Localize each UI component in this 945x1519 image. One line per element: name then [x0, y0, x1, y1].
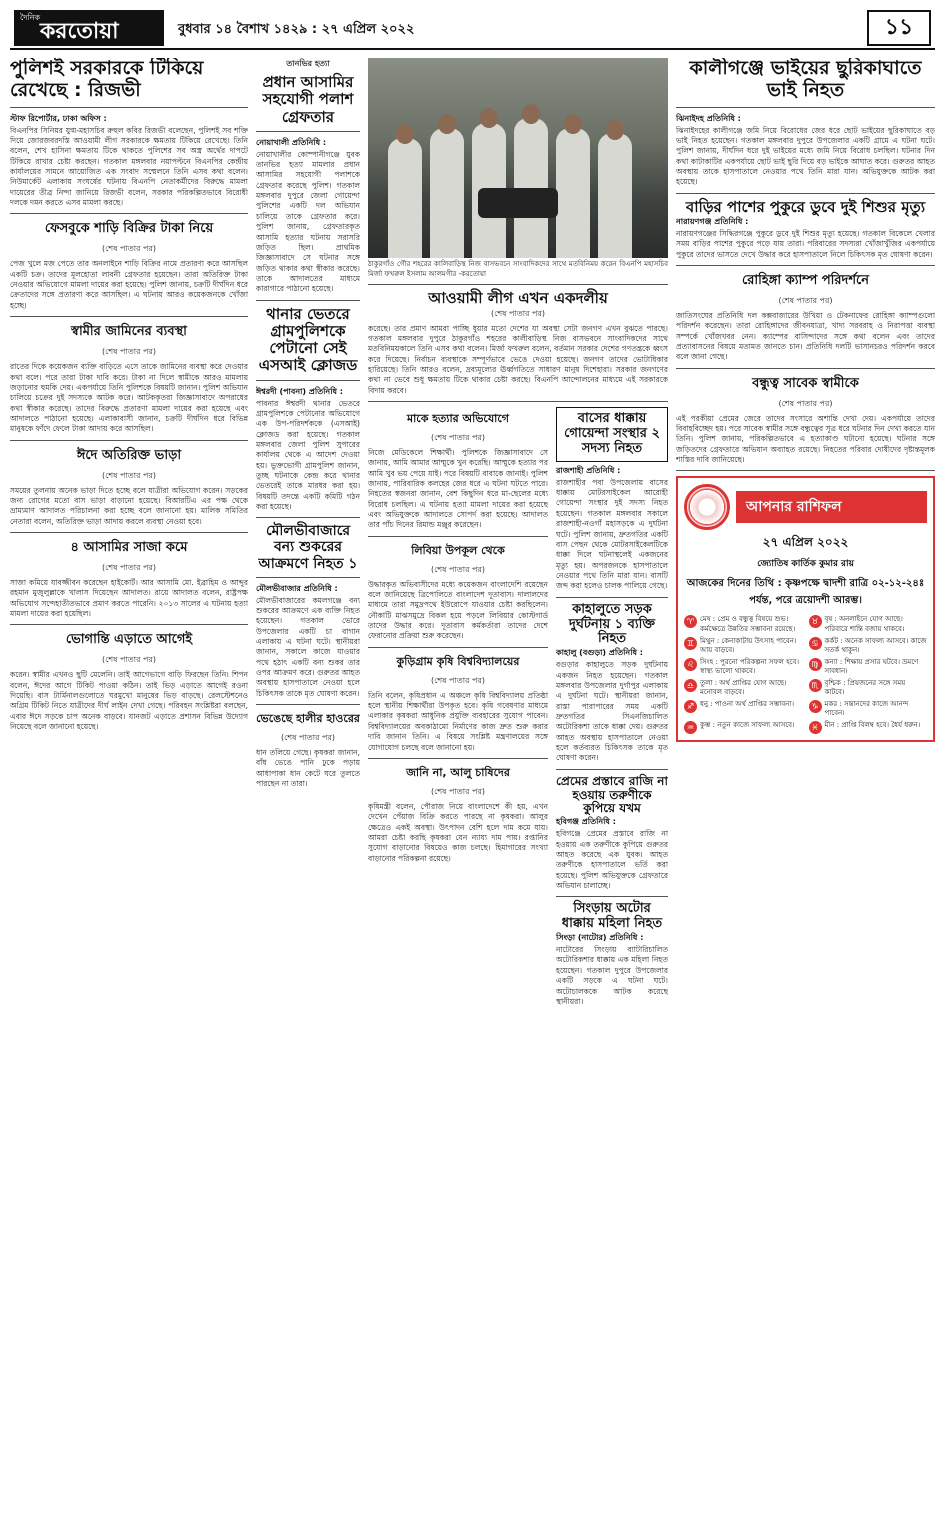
zodiac-symbol-icon: ♉ [809, 615, 822, 628]
zodiac-sign-list [684, 615, 927, 734]
story-body: নারায়ণগঞ্জের সিদ্ধিরগঞ্জে পুকুরে ডুবে দুই শিশুর মৃত্যু হয়েছে। গতকাল বিকেলে খেলার সময় বাড়ির পাশের পুকুরে পড়ে যায় তারা। পরিবারের সদস্যরা খোঁজাখুঁজির একপর্যায়ে পুকুরে তাদের ভাসতে দেখে উদ্ধার করে হাসপাতালে নিলে চিকিৎসক মৃত ঘোষণা করেন। [676, 229, 935, 259]
lead-body: বিএনপির সিনিয়র যুগ্ম-মহাসচিব রুহুল কবির রিজভী বলেছেন, পুলিশই সব শক্তি দিয়ে জোরজবরদস্তি আওয়ামী লীগ সরকারকে ক্ষমতায় টিকিয়ে রেখেছে। তিনি বলেন, শেখ হাসিনা ক্ষমতায় টিকে থাকতে পুলিশের সব অস্ত্র অর্থের দাপটে টিকিয়ে রাখার চেষ্টা করছেন। গতকাল মঙ্গলবার নয়াপল্টনে বিএনপির কেন্দ্রীয় কার্যালয়ের সামনে আয়োজিত এক সংবাদ সম্মেলনে তিনি এসব কথা বলেন। নিউমার্কেট এলাকায় সংঘর্ষের ঘটনায় বিএনপি নেতাকর্মীদের বিরুদ্ধে মামলা দায়েরের তীব্র নিন্দা জানিয়ে রিজভী বলেন, সরকার পরিকল্পিতভাবে বিরোধী দলকে দমন করতে এসব মামলা করছে। [10, 125, 248, 208]
zodiac-sign-text: মীন : প্রাপ্তি বিলম্ব হবে। ধৈর্য ধরুন। [824, 721, 921, 730]
zodiac-symbol-icon: ♈ [684, 615, 697, 628]
zodiac-symbol-icon: ♑ [809, 700, 822, 713]
story-byline: কাহালু (বগুড়া) প্রতিনিধি : [556, 648, 643, 658]
date-line: বুধবার ১৪ বৈশাখ ১৪২৯ : ২৭ এপ্রিল ২০২২ [178, 22, 415, 37]
continued-label: (শেষ পাতার পর) [430, 786, 486, 796]
story-body: সময়ের তুলনায় অনেক ভাড়া দিতে হচ্ছে বলে যাত্রীরা অভিযোগ করেন। সড়কের জন্য রোগের মতো বাস ভাড়া বাড়ানো হয়েছে। বিআরটিএ এর পক্ষ থেকে ভ্রাম্যমাণ আদালত পরিচালনা করা হচ্ছে বলে জানানো হয়। মালিক সমিতির নেতারা বলেন, অতিরিক্ত ভাড়া আদায় করলে ব্যবস্থা নেওয়া হবে। [10, 485, 248, 526]
news-photo [368, 58, 668, 258]
story-body: জাতিসংঘের প্রতিনিধি দল কক্সবাজারের উখিয়া ও টেকনাফের রোহিঙ্গা ক্যাম্পগুলো পরিদর্শন করেছেন। তারা রোহিঙ্গাদের জীবনযাত্রা, খাদ্য সরবরাহ ও নিরাপত্তা ব্যবস্থা সম্পর্কে খোঁজখবর নেন। ক্যাম্পের বাসিন্দাদের সঙ্গে কথা বলেন এবং তাদের প্রত্যাবাসনের বিষয়ে মতামত জানতে চান। প্রতিনিধি দলটি ভাসানচরও পরিদর্শন করবে বলে জানা গেছে। [676, 311, 935, 362]
continued-label: (শেষ পাতার পর) [101, 244, 157, 254]
story-headline: আওয়ামী লীগ এখন একদলীয় [428, 289, 608, 308]
zodiac-sign-text: কন্যা : শিক্ষায় প্রসার ঘটবে। ভ্রমণে সাবধান। [824, 657, 919, 675]
continued-label: (শেষ পাতার পর) [101, 470, 157, 480]
continued-label: (শেষ পাতার পর) [101, 562, 157, 572]
zodiac-sign-entry [809, 679, 928, 697]
story-kicker: তানভির হত্যা [286, 59, 330, 68]
lead-headline: কালীগঞ্জে ভাইয়ের ছুরিকাঘাতে ভাই নিহত [689, 58, 922, 101]
story-headline: ফেসবুকে শাড়ি বিক্রির টাকা নিয়ে [44, 221, 214, 237]
zodiac-sign-text: মেষ : প্রেম ও বন্ধুত্ব বিষয়ে শুভ। কর্মক্ষেত্রে উন্নতির সম্ভাবনা রয়েছে। [700, 615, 796, 633]
story-byline: নোয়াখালী প্রতিনিধি : [256, 137, 327, 147]
zodiac-sign-text: ধনু : পাওনা অর্থ প্রাপ্তির সম্ভাবনা। [700, 700, 794, 709]
continued-label: (শেষ পাতার পর) [778, 398, 833, 408]
zodiac-symbol-icon: ♐ [684, 700, 697, 713]
story-headline: স্বামীর জামিনের ব্যবস্থা [71, 324, 187, 340]
zodiac-sign-entry [684, 637, 803, 655]
zodiac-sign-text: মকর : সন্তানদের কাজে আনন্দ পাবেন। [824, 700, 909, 718]
story-body: মৌলভীবাজারের কমলগঞ্জে বন্য শুকরের আক্রমণে এক ব্যক্তি নিহত হয়েছেন। গতকাল ভোরে উপজেলার একটি চা বাগান এলাকায় এ ঘটনা ঘটে। স্থানীয়রা জানান, সকালে কাজে যাওয়ার পথে হঠাৎ একটি বন্য শুকর তার ওপর আক্রমণ করে। গুরুতর আহত অবস্থায় হাসপাতালে নেওয়া হলে চিকিৎসক তাকে মৃত ঘোষণা করেন। [256, 595, 360, 698]
zodiac-symbol-icon: ♋ [809, 637, 822, 650]
masthead [10, 8, 935, 50]
story-headline: বাড়ির পাশের পুকুরে ডুবে দুই শিশুর মৃত্যু [685, 197, 926, 216]
horoscope-date: ২৭ এপ্রিল ২০২২ [762, 535, 849, 550]
zodiac-sign-text: তুলা : অর্থ প্রাপ্তির যোগ আছে। মনোবল বাড়বে। [700, 679, 787, 697]
zodiac-sign-text: মিথুন : কেনাকাটায় উৎসাহ পাবেন। আয় বাড়বে। [700, 636, 797, 654]
story-body: কৃষিমন্ত্রী বলেন, পৌরাজ নিয়ে বাংলাদেশে কী হয়, এখন দেখেন পেঁয়াজ বিক্রি করতে পারছে না কৃষকরা। আলুর ক্ষেত্রেও একই অবস্থা। উৎপাদন বেশি হলে দাম কমে যায়। আমরা চেষ্টা করছি কৃষকরা যেন ন্যায্য দাম পায়। রপ্তানির সুযোগ বাড়ানোর বিষয়েও কাজ চলছে। হিমাগারের সংখ্যা বাড়ানোর পরিকল্পনা রয়েছে। [368, 801, 548, 863]
continued-label: (শেষ পাতার পর) [490, 308, 546, 318]
story-body: পাবনার ঈশ্বরদী থানার ভেতরে গ্রামপুলিশকে পেটানোর অভিযোগে এক উপ-পরিদর্শককে (এসআই) ক্লোজড করা হয়েছে। গতকাল মঙ্গলবার জেলা পুলিশ সুপারের কার্যালয় থেকে এ আদেশ দেওয়া হয়। ভুক্তভোগী গ্রামপুলিশ জানান, তুচ্ছ ঘটনাকে কেন্দ্র করে থানার ভেতরেই তাকে মারধর করা হয়। বিষয়টি তদন্তে একটি কমিটি গঠন করা হয়েছে। [256, 398, 360, 511]
logo-small-text: দৈনিক [20, 13, 41, 22]
continued-label: (শেষ পাতার পর) [430, 432, 486, 442]
story-headline: বন্ধুত্ব সাবেক স্বামীকে [752, 375, 859, 391]
zodiac-sign-entry [684, 658, 803, 676]
lead-byline: ঝিনাইদহ প্রতিনিধি : [676, 113, 741, 123]
story-byline: সিংড়া (নাটোর) প্রতিনিধি : [556, 933, 644, 943]
horoscope-title: আপনার রাশিফল [736, 491, 927, 523]
story-headline: বাসের ধাক্কায় গোয়েন্দা সংস্থার ২ সদস্য নিহত [556, 407, 668, 462]
story-byline: ঈশ্বরদী (পাবনা) প্রতিনিধি : [256, 386, 343, 396]
continued-label: (শেষ পাতার পর) [430, 564, 486, 574]
story-body: ধান তলিয়ে গেছে। কৃষকরা জানান, বাঁধ ভেঙে পানি ঢুকে পড়ায় আধাপাকা ধান কেটে ঘরে তুলতে পারছেন না তারা। [256, 748, 360, 789]
continued-label: (শেষ পাতার পর) [280, 733, 336, 743]
zodiac-symbol-icon: ♎ [684, 679, 697, 692]
story-body: করেন। স্বামীর এখনও ছুটি মেলেনি। তাই আগেভাগে বাড়ি ফিরছেন তিনি। শিপন বলেন, ঈদের আগে টিকিট পাওয়া কঠিন। তাই ভিড় এড়াতে আগেই রওনা দিয়েছি। বাস টার্মিনালগুলোতে ঘরমুখো মানুষের ভিড় বাড়ছে। রেলস্টেশনেও অগ্রিম টিকিট নিতে যাত্রীদের দীর্ঘ লাইন দেখা গেছে। পরিবহন সংশ্লিষ্টরা বলছেন, এবার ঈদে সড়কে চাপ অনেক বাড়বে। যানজট এড়াতে প্রশাসন বিভিন্ন উদ্যোগ নিয়েছে বলে জানানো হয়েছে। [10, 670, 248, 732]
story-headline: রোহিঙ্গা ক্যাম্প পরিদর্শনে [741, 273, 870, 289]
column-1 [10, 58, 248, 1508]
lead-body: ঝিনাইদহের কালীগঞ্জে জমি নিয়ে বিরোধের জের ধরে ছোট ভাইয়ের ছুরিকাঘাতে বড় ভাই নিহত হয়েছেন। গতকাল মঙ্গলবার দুপুরে উপজেলার একটি গ্রামে এ ঘটনা ঘটে। পুলিশ জানায়, দীর্ঘদিন ধরে দুই ভাইয়ের মধ্যে জমি নিয়ে বিরোধ চলছিল। ঘটনার দিন কথা কাটাকাটির একপর্যায়ে ছোট ভাই ছুরি দিয়ে বড় ভাইকে আঘাত করে। গুরুতর আহত অবস্থায় তাকে হাসপাতালে নেওয়ার পথে তিনি মারা যান। অভিযুক্তকে আটক করা হয়েছে। [676, 125, 935, 187]
zodiac-sign-entry [809, 721, 928, 734]
story-body: নিজে মেডিকেলে শিক্ষার্থী। পুলিশকে জিজ্ঞাসাবাদে সে জানায়, আমি আমার আম্মুকে খুন করেছি। আম্মুকে হত্যার পর আমি খুব ভয় পেয়ে যাই। পরে বিষয়টি বাবাকে জানাই। পুলিশ জানায়, পারিবারিক কলহের জের ধরে এ ঘটনা ঘটতে পারে। নিহতের স্বজনরা জানান, বেশ কিছুদিন ধরে মা-ছেলের মধ্যে বিরোধ চলছিল। এ ঘটনায় হত্যা মামলা দায়ের করা হয়েছে এবং অভিযুক্তকে আদালতে সোপর্দ করা হয়েছে। আদালত তার পাঁচ দিনের রিমান্ড মঞ্জুর করেছেন। [368, 447, 548, 530]
lead-headline: পুলিশই সরকারকে টিকিয়ে রেখেছে : রিজভী [10, 58, 204, 101]
tithi-line: আজকের দিনের তিথি : কৃষ্ণপক্ষে দ্বাদশী রাত্রি ০২-১২-২৪ঃ পর্যন্ত, পরে ত্রয়োদশী আরম্ভ। [686, 578, 925, 607]
continued-label: (শেষ পাতার পর) [101, 347, 157, 357]
story-headline: ঈদে অতিরিক্ত ভাড়া [76, 447, 182, 463]
zodiac-wheel-icon [684, 484, 730, 530]
story-headline: সিংড়ায় অটোর ধাক্কায় মহিলা নিহত [561, 901, 663, 932]
zodiac-sign-entry [684, 615, 803, 633]
story-body: রাতের দিকে কয়েকজন ব্যক্তি বাড়িতে এসে তাকে জামিনের ব্যবস্থা করে দেওয়ার কথা বলে। পরে তারা টাকা দাবি করে। টাকা না দিলে স্বামীকে আরও মামলায় জড়ানোর হুমকি দেয়। একপর্যায়ে তিনি পুলিশকে বিষয়টি জানান। পুলিশ অভিযান চালিয়ে চক্রের দুই সদস্যকে আটক করে। আটককৃতরা জিজ্ঞাসাবাদে অপরাধের কথা স্বীকার করেছে। তাদের বিরুদ্ধে প্রতারণা মামলা দায়ের করা হয়েছে এবং আদালতে পাঠানো হয়েছে। এলাকাবাসী জানান, চক্রটি দীর্ঘদিন ধরে বিভিন্ন মানুষকে ফাঁদে ফেলে টাকা আদায় করে আসছিল। [10, 362, 248, 434]
story-byline: রাজশাহী প্রতিনিধি : [556, 465, 621, 475]
continued-label: (শেষ পাতার পর) [101, 655, 157, 665]
zodiac-sign-entry [684, 679, 803, 697]
story-body: নোয়াখালীর কোম্পানীগঞ্জে যুবক তানভির হত্যা মামলার প্রধান আসামির সহযোগী পলাশকে গ্রেফতার করেছে পুলিশ। গতকাল মঙ্গলবার দুপুরে জেলা গোয়েন্দা পুলিশের একটি দল অভিযান চালিয়ে তাকে গ্রেফতার করে। পুলিশ জানায়, গ্রেফতারকৃত আসামি হত্যার ঘটনায় সরাসরি জড়িত ছিল। প্রাথমিক জিজ্ঞাসাবাদে সে ঘটনার সঙ্গে জড়িত থাকার কথা স্বীকার করেছে। তাকে আদালতের মাধ্যমে কারাগারে পাঠানো হয়েছে। [256, 149, 360, 294]
story-headline: মৌলভীবাজারে বন্য শুকরের আক্রমণে নিহত ১ [258, 523, 358, 572]
zodiac-symbol-icon: ♏ [809, 679, 822, 692]
horoscope-box [676, 476, 935, 742]
story-body: হবিগঞ্জে প্রেমের প্রস্তাবে রাজি না হওয়ায় এক তরুণীকে কুপিয়ে গুরুতর আহত করেছে এক যুবক। আহত তরুণীকে হাসপাতালে ভর্তি করা হয়েছে। পুলিশ অভিযুক্তকে গ্রেফতারে অভিযান চালাচ্ছে। [556, 829, 668, 890]
zodiac-sign-entry [809, 658, 928, 676]
story-headline: ভোগান্তি এড়াতে আগেই [65, 632, 193, 648]
story-headline: ভেঙেছে হালীর হাওরের [256, 712, 360, 726]
story-body: তিনি বলেন, কৃষিপ্রধান এ অঞ্চলে কৃষি বিশ্ববিদ্যালয় প্রতিষ্ঠা হলে স্থানীয় শিক্ষার্থীরা উপকৃত হবে। কৃষি গবেষণার মাধ্যমে এলাকার কৃষকরা আধুনিক প্রযুক্তি ব্যবহারের সুযোগ পাবেন। বিশ্ববিদ্যালয়ের অবকাঠামো নির্মাণের কাজ দ্রুত শুরু করার দাবি জানান তিনি। এ বিষয়ে সংশ্লিষ্ট মন্ত্রণালয়ের সঙ্গে যোগাযোগ চলছে বলে জানানো হয়। [368, 690, 548, 752]
astrologer-name: জ্যোতিষ কার্তিক কুমার রায় [757, 559, 854, 570]
story-headline: কুড়িগ্রাম কৃষি বিশ্ববিদ্যালয়ের [396, 654, 520, 668]
zodiac-symbol-icon: ♒ [684, 721, 697, 734]
story-headline: ৪ আসামির সাজা কমে [70, 539, 188, 555]
story-body: বগুড়ার কাহালুতে সড়ক দুর্ঘটনায় একজন নিহত হয়েছেন। গতকাল মঙ্গলবার উপজেলার দুর্গাপুর এলাকায় এ দুর্ঘটনা ঘটে। স্থানীয়রা জানান, রাস্তা পারাপারের সময় একটি দ্রুতগতির সিএনজিচালিত অটোরিকশা তাকে ধাক্কা দেয়। গুরুতর আহত অবস্থায় হাসপাতালে নেওয়া হলে কর্তব্যরত চিকিৎসক তাকে মৃত ঘোষণা করেন। [556, 660, 668, 763]
page-number: ১১ [867, 10, 931, 46]
zodiac-sign-entry [809, 615, 928, 633]
story-body: এই পরকীয়া প্রেমের জেরে তাদের সংসারে অশান্তি দেখা দেয়। একপর্যায়ে তাদের বিবাহবিচ্ছেদ হয়। পরে সাবেক স্বামীর সঙ্গে বন্ধুত্বের সূত্র ধরে ঘটনার দিন দেখা করতে যান তিনি। পুলিশ জানায়, পরিকল্পিতভাবে এ হত্যাকাণ্ড ঘটানো হয়েছে। ঘটনার সঙ্গে জড়িতদের গ্রেফতারে অভিযান অব্যাহত রয়েছে। নিহতের পরিবার দোষীদের দৃষ্টান্তমূলক শাস্তির দাবি জানিয়েছে। [676, 413, 935, 465]
newspaper-logo [14, 10, 164, 46]
story-headline: জানি না, আলু চাষিদের [406, 765, 510, 779]
story-byline: মৌলভীবাজার প্রতিনিধি : [256, 583, 338, 593]
zodiac-sign-text: কর্কট : অনেক সাফল্য আসবে। কাজে সতর্ক থাকুন। [824, 636, 927, 654]
story-headline: প্রেমের প্রস্তাবে রাজি না হওয়ায় তরুণীকে কুপিয়ে যখম [556, 773, 668, 816]
story-body: করেছে। তার প্রমাণ আমরা পাচ্ছি ধুয়ার মতো দেশের যা অবস্থা সেটা জনগণ এখন বুঝতে পারছে। গতকাল মঙ্গলবার দুপুরে ঠাকুরগাঁও শহরের কালীবাড়িস্থ নিজ বাসভবনে সাংবাদিকদের সাথে মতবিনিময়কালে তিনি এসব কথা বলেন। মির্জা ফখরুল বলেন, বর্তমান সরকার দেশের গণতন্ত্রকে ধ্বংস করে দিয়েছে। নির্বাচন ব্যবস্থাকে সম্পূর্ণভাবে ভেঙে দেওয়া হয়েছে। জনগণ তাদের ভোটাধিকার হারিয়েছে। তিনি আরও বলেন, দ্রব্যমূল্যের ঊর্ধ্বগতিতে সাধারণ মানুষ দিশেহারা। সরকার জনগণের কথা না ভেবে শুধু ক্ষমতায় টিকে থাকার চেষ্টা করছে। বিএনপি আন্দোলনের মাধ্যমে এই সরকারকে বিদায় করবে। [368, 323, 668, 395]
zodiac-sign-entry [809, 637, 928, 655]
logo-name: করতোয়া [40, 19, 119, 44]
zodiac-sign-text: সিংহ : পুরনো পরিকল্পনা সফল হবে। স্বাস্থ্য ভালো থাকবে। [700, 657, 799, 675]
zodiac-sign-text: কুম্ভ : নতুন কাজে সাফল্য আসবে। [700, 721, 795, 730]
column-3 [368, 58, 668, 1508]
column-2 [256, 58, 360, 1508]
story-headline: মাকে হত্যার অভিযোগে [407, 411, 509, 425]
story-headline: প্রধান আসামির সহযোগী পলাশ গ্রেফতার [262, 73, 354, 126]
photo-caption: ঠাকুরগাঁও গৌর শহরের কালিবাড়িস্থ নিজ বাসভবনে সাংবাদিকদের সাথে মতবিনিময় করেন বিএনপি মহাসচিব মির্জা ফখরুল ইসলাম আলমগীর -করতোয়া [368, 260, 668, 278]
story-body: সাজা কমিয়ে যাবজ্জীবন করেছেন হাইকোর্ট। আর আসামি মো. ইব্রাহিম ও আব্দুর রহমান মুজুলুল্লাকে খালাস দিয়েছেন আদালত। রায়ে আদালত বলেন, রাষ্ট্রপক্ষ অভিযোগ সন্দেহাতীতভাবে প্রমাণ করতে পারেনি। ২০১৩ সালের এ ঘটনায় হত্যা মামলা দায়ের করা হয়েছিল। [10, 577, 248, 618]
lead-byline: স্টাফ রিপোর্টার, ঢাকা অফিস : [10, 113, 107, 123]
zodiac-symbol-icon: ♌ [684, 658, 697, 671]
story-byline: হবিগঞ্জ প্রতিনিধি : [556, 817, 616, 827]
zodiac-sign-entry [684, 721, 803, 734]
story-body: পেজ খুলে মজ পেতে তার অনলাইনে শাড়ি বিক্রির নামে প্রতারণা করে আসছিল একটি চক্র। তাদের মূলহোতা লাবনী গ্রেফতার হয়েছেন। তারা অতিরিক্ত টাকা নেওয়ার অভিযোগে মামলা দায়ের করা হয়েছে। পুলিশ জানায়, চক্রটি দীর্ঘদিন ধরে ক্রেতাদের সঙ্গে প্রতারণা করে আসছিল। এ ঘটনায় আরও কয়েকজনকে খোঁজা হচ্ছে। [10, 259, 248, 310]
zodiac-sign-entry [809, 700, 928, 718]
story-headline: থানার ভেতরে গ্রামপুলিশকে পেটানো সেই এসআই ক্লোজড [258, 304, 358, 375]
column-4 [676, 58, 935, 1508]
continued-label: (শেষ পাতার পর) [778, 296, 833, 306]
story-body: উদ্ধারকৃত অভিবাসীদের মধ্যে কয়েকজন বাংলাদেশি রয়েছেন বলে জানিয়েছে ত্রিপোলিতে বাংলাদেশ দূতাবাস। দালালদের মাধ্যমে তারা সমুদ্রপথে ইউরোপে যাওয়ার চেষ্টা করছিলেন। নৌকাটি মাঝসমুদ্রে বিকল হয়ে পড়লে লিবিয়ার কোস্টগার্ড তাদের উদ্ধার করে। দূতাবাস কর্মকর্তারা তাদের দেশে ফেরানোর প্রক্রিয়া শুরু করেছেন। [368, 579, 548, 641]
story-headline: লিবিয়া উপকূল থেকে [411, 543, 505, 557]
story-byline: নারায়ণগঞ্জ প্রতিনিধি : [676, 217, 749, 226]
story-headline: কাহালুতে সড়ক দুর্ঘটনায় ১ ব্যক্তি নিহত [569, 601, 655, 647]
zodiac-sign-text: বৃশ্চিক : প্রিয়জনের সঙ্গে সময় কাটবে। [824, 679, 906, 697]
zodiac-sign-entry [684, 700, 803, 718]
zodiac-symbol-icon: ♍ [809, 658, 822, 671]
story-body: নাটোরের সিংড়ায় ব্যাটারিচালিত অটোরিকশার ধাক্কায় এক মহিলা নিহত হয়েছেন। গতকাল দুপুরে উপজেলার একটি সড়কে এ ঘটনা ঘটে। অটোচালককে আটক করেছে স্থানীয়রা। [556, 945, 668, 1006]
zodiac-symbol-icon: ♊ [684, 637, 697, 650]
zodiac-symbol-icon: ♓ [809, 721, 822, 734]
zodiac-sign-text: বৃষ : অনলাইনে যোগ আছে। পরিবারে শান্তি বজায় থাকবে। [824, 615, 905, 633]
continued-label: (শেষ পাতার পর) [430, 675, 486, 685]
story-body: রাজশাহীর পবা উপজেলায় বাসের ধাক্কায় মোটরসাইকেল আরোহী গোয়েন্দা সংস্থার দুই সদস্য নিহত হয়েছেন। গতকাল মঙ্গলবার সকালে রাজশাহী-নওগাঁ মহাসড়কে এ দুর্ঘটনা ঘটে। পুলিশ জানায়, দ্রুতগতির একটি বাস পেছন থেকে মোটরসাইকেলটিকে ধাক্কা দিলে ঘটনাস্থলেই একজনের মৃত্যু হয়। অপরজনকে হাসপাতালে নেওয়ার পথে তিনি মারা যান। বাসটি জব্দ করা হলেও চালক পালিয়ে গেছে। [556, 477, 668, 591]
